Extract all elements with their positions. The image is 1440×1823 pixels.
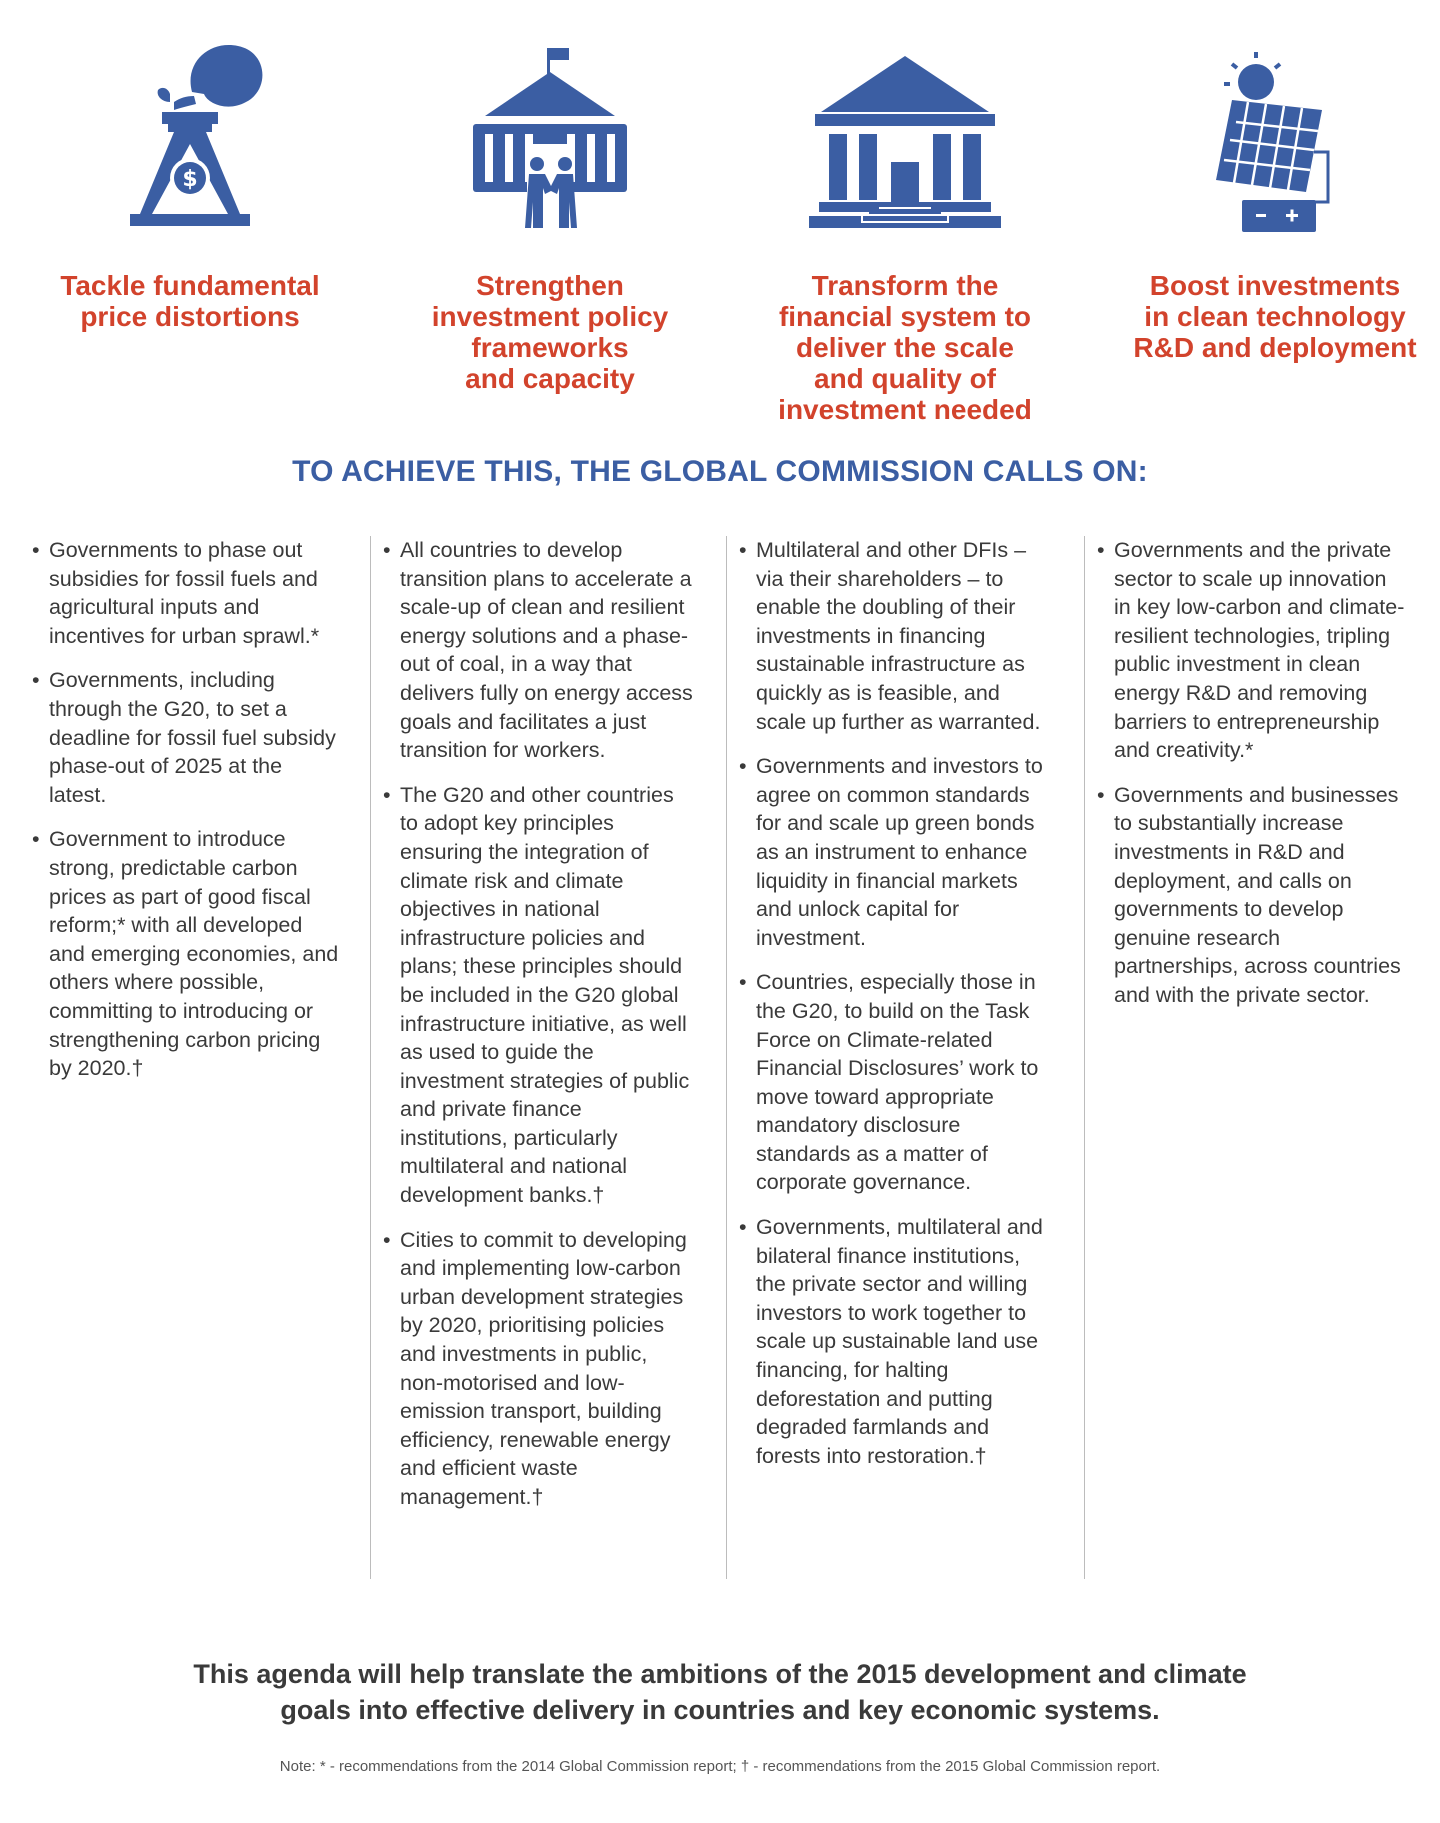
bank-building-icon: [805, 52, 1005, 232]
recommendation-list: [32, 536, 344, 1083]
list-item: • Governments to phase out subsidies for fossil fuels and agricultural inputs and incentives for urban sprawl.*: [32, 536, 344, 650]
svg-text:$: $: [182, 167, 198, 192]
pillar-title: Boost investments in clean technology R&D and deployment: [1133, 270, 1417, 363]
list-item: • Cities to commit to developing and implementing low-carbon urban development strategies by 2020, prioritising policies and investments in public, non-motorised and low-emission transport, building efficiency, renewable energy and efficient waste management.†: [383, 1226, 695, 1512]
pillars-row: [20, 22, 1420, 432]
pillar-clean-technology: [1105, 22, 1440, 363]
government-building-handshake-icon: [465, 32, 635, 232]
recommendation-list: [1097, 536, 1409, 1010]
section-heading: TO ACHIEVE THIS, THE GLOBAL COMMISSION CALLS ON:: [292, 455, 1148, 488]
pillar-title: Tackle fundamental price distortions: [60, 270, 320, 332]
column-financial-system: [726, 536, 1051, 1579]
column-price-distortions: [20, 536, 344, 1579]
column-investment-policy: [370, 536, 695, 1579]
list-item: • Governments and the private sector to scale up innovation in key low-carbon and climate-resilient technologies, tripling public investment in clean energy R&D and removing barriers to entrepreneurship and creativity.*: [1097, 536, 1409, 765]
list-item: • The G20 and other countries to adopt key principles ensuring the integration of climate risk and climate objectives in national infrastructure policies and plans; these principles should be included in the G20 global infrastructure initiative, as well as used to guide the investment strategies of public and private finance institutions, particularly multilateral and national development banks.†: [383, 781, 695, 1210]
pillar-investment-policy: [380, 22, 720, 394]
agenda-statement: This agenda will help translate the ambitions of the 2015 development and climate goals into effective delivery in countries and key economic systems.: [193, 1659, 1247, 1725]
recommendation-list: [383, 536, 695, 1512]
pillar-title: Transform the financial system to deliver the scale and quality of investment needed: [778, 270, 1032, 425]
list-item: • Governments, multilateral and bilateral finance institutions, the private sector and willing investors to work together to scale up sustainable land use financing, for halting deforestation and putting degraded farmlands and forests into restoration.†: [739, 1213, 1051, 1470]
list-item: • Countries, especially those in the G20, to build on the Task Force on Climate-related Financial Disclosures’ work to move toward appropriate mandatory disclosure standards as a matter of corporate governance.: [739, 968, 1051, 1197]
column-clean-technology: [1084, 536, 1409, 1579]
footnote: Note: * - recommendations from the 2014 Global Commission report; † - recommendations from the 2015 Global Commission report.: [279, 1758, 1161, 1775]
pillar-title: Strengthen investment policy frameworks and capacity: [431, 270, 669, 394]
list-item: • Governments and investors to agree on common standards for and scale up green bonds as an instrument to enhance liquidity in financial markets and unlock capital for investment.: [739, 752, 1051, 952]
list-item: • Governments, including through the G20, to set a deadline for fossil fuel subsidy phase-out of 2025 at the latest.: [32, 666, 344, 809]
pillar-financial-system: [735, 22, 1075, 425]
recommendation-list: [739, 536, 1051, 1470]
pillar-price-distortions: [20, 22, 360, 332]
oil-derrick-dollar-icon: [100, 32, 280, 232]
list-item: • Multilateral and other DFIs – via their shareholders – to enable the doubling of their investments in financing sustainable infrastructure as quickly as is feasible, and scale up further as warranted.: [739, 536, 1051, 736]
list-item: • All countries to develop transition plans to accelerate a scale-up of clean and resilient energy solutions and a phase-out of coal, in a way that delivers fully on energy access goals and facilitates a just transition for workers.: [383, 536, 695, 765]
list-item: • Governments and businesses to substantially increase investments in R&D and deployment, and calls on governments to develop genuine research partnerships, across countries and with the private sector.: [1097, 781, 1409, 1010]
solar-panel-battery-icon: [1210, 42, 1340, 232]
list-item: • Government to introduce strong, predictable carbon prices as part of good fiscal reform;* with all developed and emerging economies, and others where possible, committing to introducing or strengthening carbon pricing by 2020.†: [32, 825, 344, 1082]
recommendation-columns: [20, 536, 1420, 1586]
